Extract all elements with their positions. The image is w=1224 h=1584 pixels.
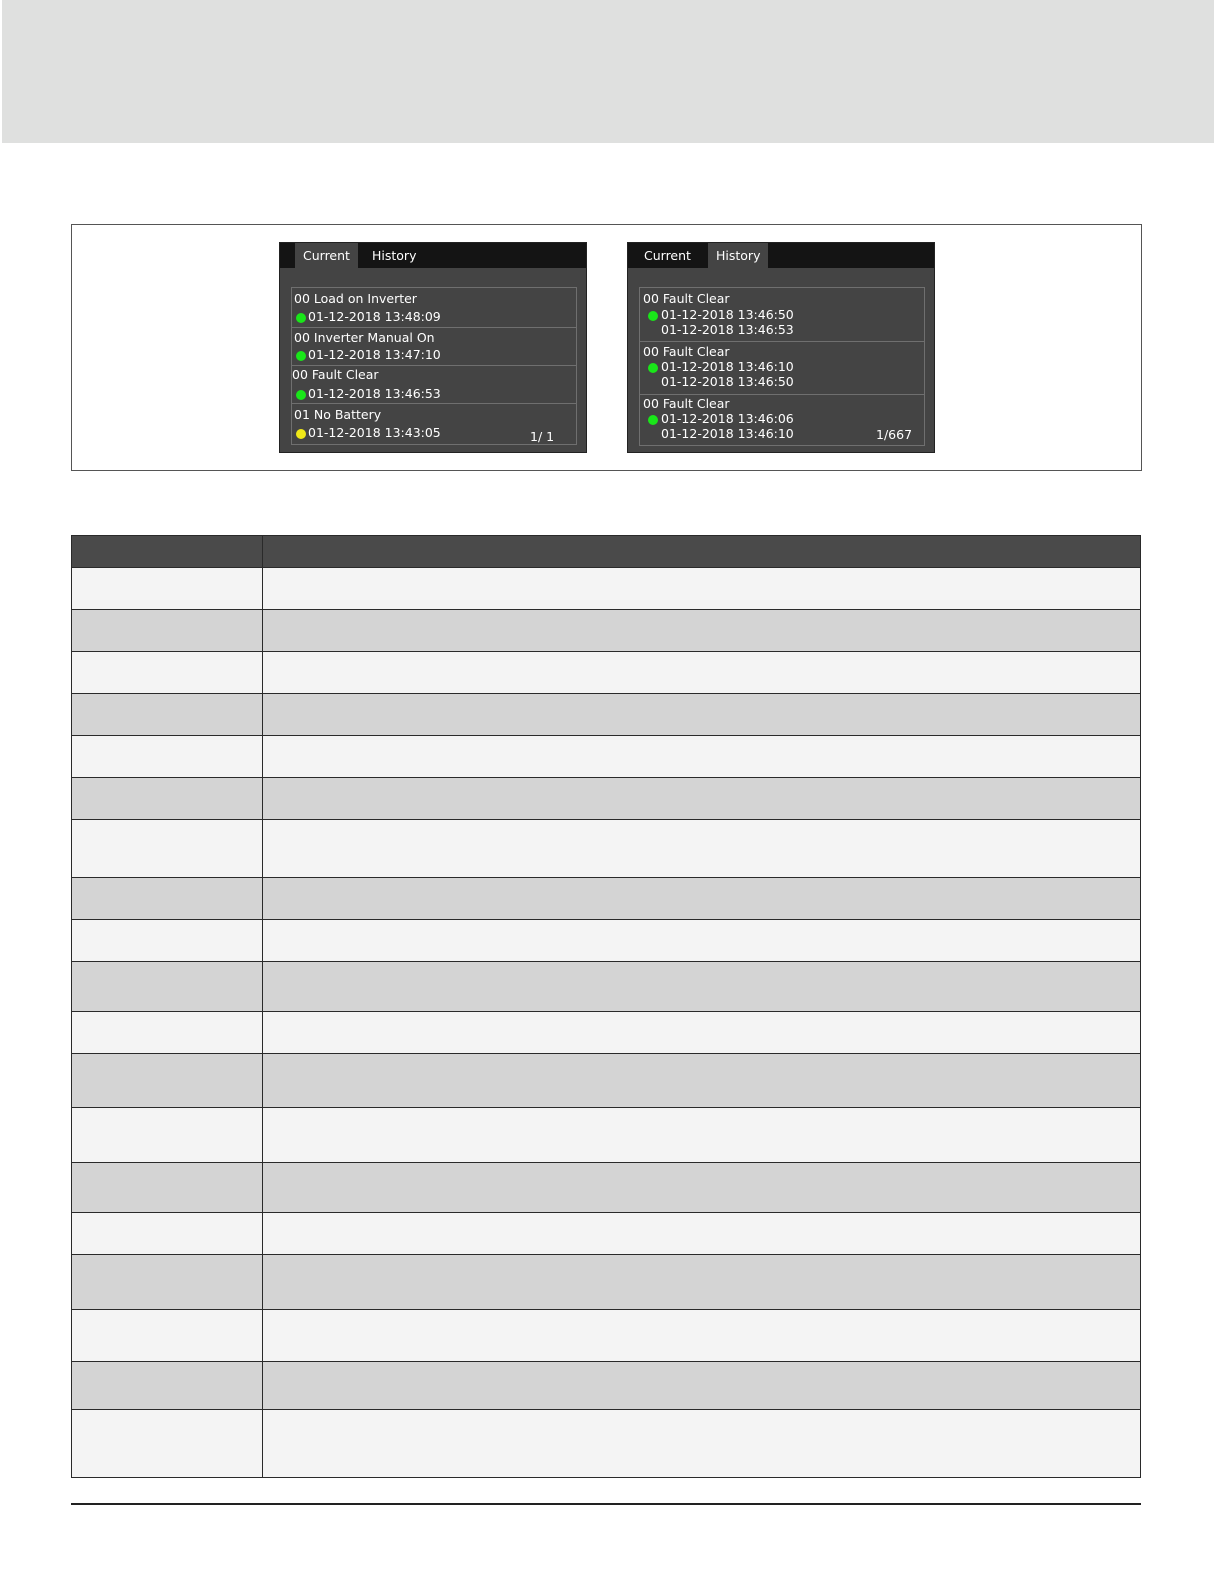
- table-cell: [263, 1310, 1141, 1362]
- table-row: [72, 820, 1141, 878]
- event-end-time: 01-12-2018 13:46:50: [661, 374, 794, 389]
- table-cell: [72, 694, 263, 736]
- event-list: [291, 287, 577, 445]
- table-row: [72, 878, 1141, 920]
- table-row: [72, 736, 1141, 778]
- table-header-cell: [72, 536, 263, 568]
- table-row: [72, 920, 1141, 962]
- table-cell: [72, 610, 263, 652]
- list-item[interactable]: [292, 404, 576, 444]
- list-item[interactable]: [292, 366, 576, 404]
- table-row: [72, 1213, 1141, 1255]
- table-row: [72, 568, 1141, 610]
- table-cell: [72, 652, 263, 694]
- table-cell: [263, 1108, 1141, 1163]
- event-end-time: 01-12-2018 13:46:53: [661, 322, 794, 337]
- table-cell: [263, 1012, 1141, 1054]
- event-timestamp: 01-12-2018 13:48:09: [308, 309, 441, 324]
- table-cell: [263, 920, 1141, 962]
- table-cell: [72, 1163, 263, 1213]
- table-row: [72, 610, 1141, 652]
- table-row: [72, 1012, 1141, 1054]
- table-cell: [263, 878, 1141, 920]
- table-cell: [263, 694, 1141, 736]
- event-label: 00 Load on Inverter: [294, 291, 417, 306]
- table-cell: [263, 1213, 1141, 1255]
- table-cell: [72, 778, 263, 820]
- list-item[interactable]: [292, 328, 576, 366]
- table-cell: [72, 1012, 263, 1054]
- event-timestamp: 01-12-2018 13:47:10: [308, 347, 441, 362]
- table-cell: [72, 820, 263, 878]
- list-item[interactable]: [640, 395, 924, 445]
- event-label: 00 Fault Clear: [643, 396, 730, 411]
- table-cell: [263, 652, 1141, 694]
- table-cell: [72, 1255, 263, 1310]
- table-cell: [72, 736, 263, 778]
- event-end-time: 01-12-2018 13:46:10: [661, 426, 794, 441]
- table-cell: [263, 610, 1141, 652]
- tab-history[interactable]: History: [372, 248, 417, 263]
- table-header-cell: [263, 536, 1141, 568]
- table-row: [72, 1108, 1141, 1163]
- event-label: 00 Inverter Manual On: [294, 330, 435, 345]
- table-cell: [72, 962, 263, 1012]
- lcd-screen-history: [627, 242, 935, 453]
- table-cell: [72, 1362, 263, 1410]
- tab-current[interactable]: Current: [644, 248, 691, 263]
- page-header-band: [2, 0, 1214, 143]
- event-label: 00 Fault Clear: [292, 367, 379, 382]
- page-indicator: 1/667: [876, 427, 913, 442]
- lcd-tab-bar: [280, 243, 586, 268]
- page-indicator: 1/ 1: [530, 429, 555, 444]
- tab-history[interactable]: History: [708, 243, 768, 268]
- table-cell: [72, 568, 263, 610]
- list-item[interactable]: [640, 342, 924, 395]
- table-header-row: [72, 536, 1141, 568]
- event-start-time: 01-12-2018 13:46:06: [661, 411, 794, 426]
- tab-current[interactable]: Current: [295, 243, 358, 268]
- list-item[interactable]: [292, 288, 576, 328]
- list-item[interactable]: [640, 288, 924, 342]
- table-cell: [72, 1410, 263, 1478]
- event-label: 00 Fault Clear: [643, 344, 730, 359]
- figure-frame: [71, 224, 1142, 471]
- status-green-icon: [296, 351, 306, 361]
- table-row: [72, 652, 1141, 694]
- event-list: [639, 287, 925, 446]
- status-yellow-icon: [296, 429, 306, 439]
- lcd-tab-bar: [628, 243, 934, 268]
- status-green-icon: [296, 390, 306, 400]
- status-green-icon: [296, 313, 306, 323]
- footer-divider: [71, 1503, 1141, 1505]
- description-table: [71, 535, 1141, 1478]
- table-cell: [263, 736, 1141, 778]
- table-cell: [263, 1410, 1141, 1478]
- event-timestamp: 01-12-2018 13:46:53: [308, 386, 441, 401]
- table-cell: [72, 878, 263, 920]
- table-cell: [72, 920, 263, 962]
- event-start-time: 01-12-2018 13:46:10: [661, 359, 794, 374]
- table-cell: [72, 1213, 263, 1255]
- table-cell: [263, 1163, 1141, 1213]
- table-cell: [263, 1255, 1141, 1310]
- event-label: 00 Fault Clear: [643, 291, 730, 306]
- table-row: [72, 1310, 1141, 1362]
- status-green-icon: [648, 311, 658, 321]
- lcd-screen-current: [279, 242, 587, 453]
- table-cell: [263, 1054, 1141, 1108]
- table-row: [72, 1362, 1141, 1410]
- table-cell: [72, 1108, 263, 1163]
- table-cell: [263, 1362, 1141, 1410]
- table-row: [72, 694, 1141, 736]
- table-cell: [263, 568, 1141, 610]
- table-cell: [72, 1054, 263, 1108]
- table-cell: [263, 820, 1141, 878]
- event-label: 01 No Battery: [294, 407, 382, 422]
- table-row: [72, 962, 1141, 1012]
- table-row: [72, 1255, 1141, 1310]
- event-start-time: 01-12-2018 13:46:50: [661, 307, 794, 322]
- table-cell: [263, 962, 1141, 1012]
- table-row: [72, 1410, 1141, 1478]
- event-timestamp: 01-12-2018 13:43:05: [308, 425, 441, 440]
- table-row: [72, 778, 1141, 820]
- table-row: [72, 1163, 1141, 1213]
- table-cell: [72, 1310, 263, 1362]
- table-row: [72, 1054, 1141, 1108]
- table-cell: [263, 778, 1141, 820]
- status-green-icon: [648, 363, 658, 373]
- status-green-icon: [648, 415, 658, 425]
